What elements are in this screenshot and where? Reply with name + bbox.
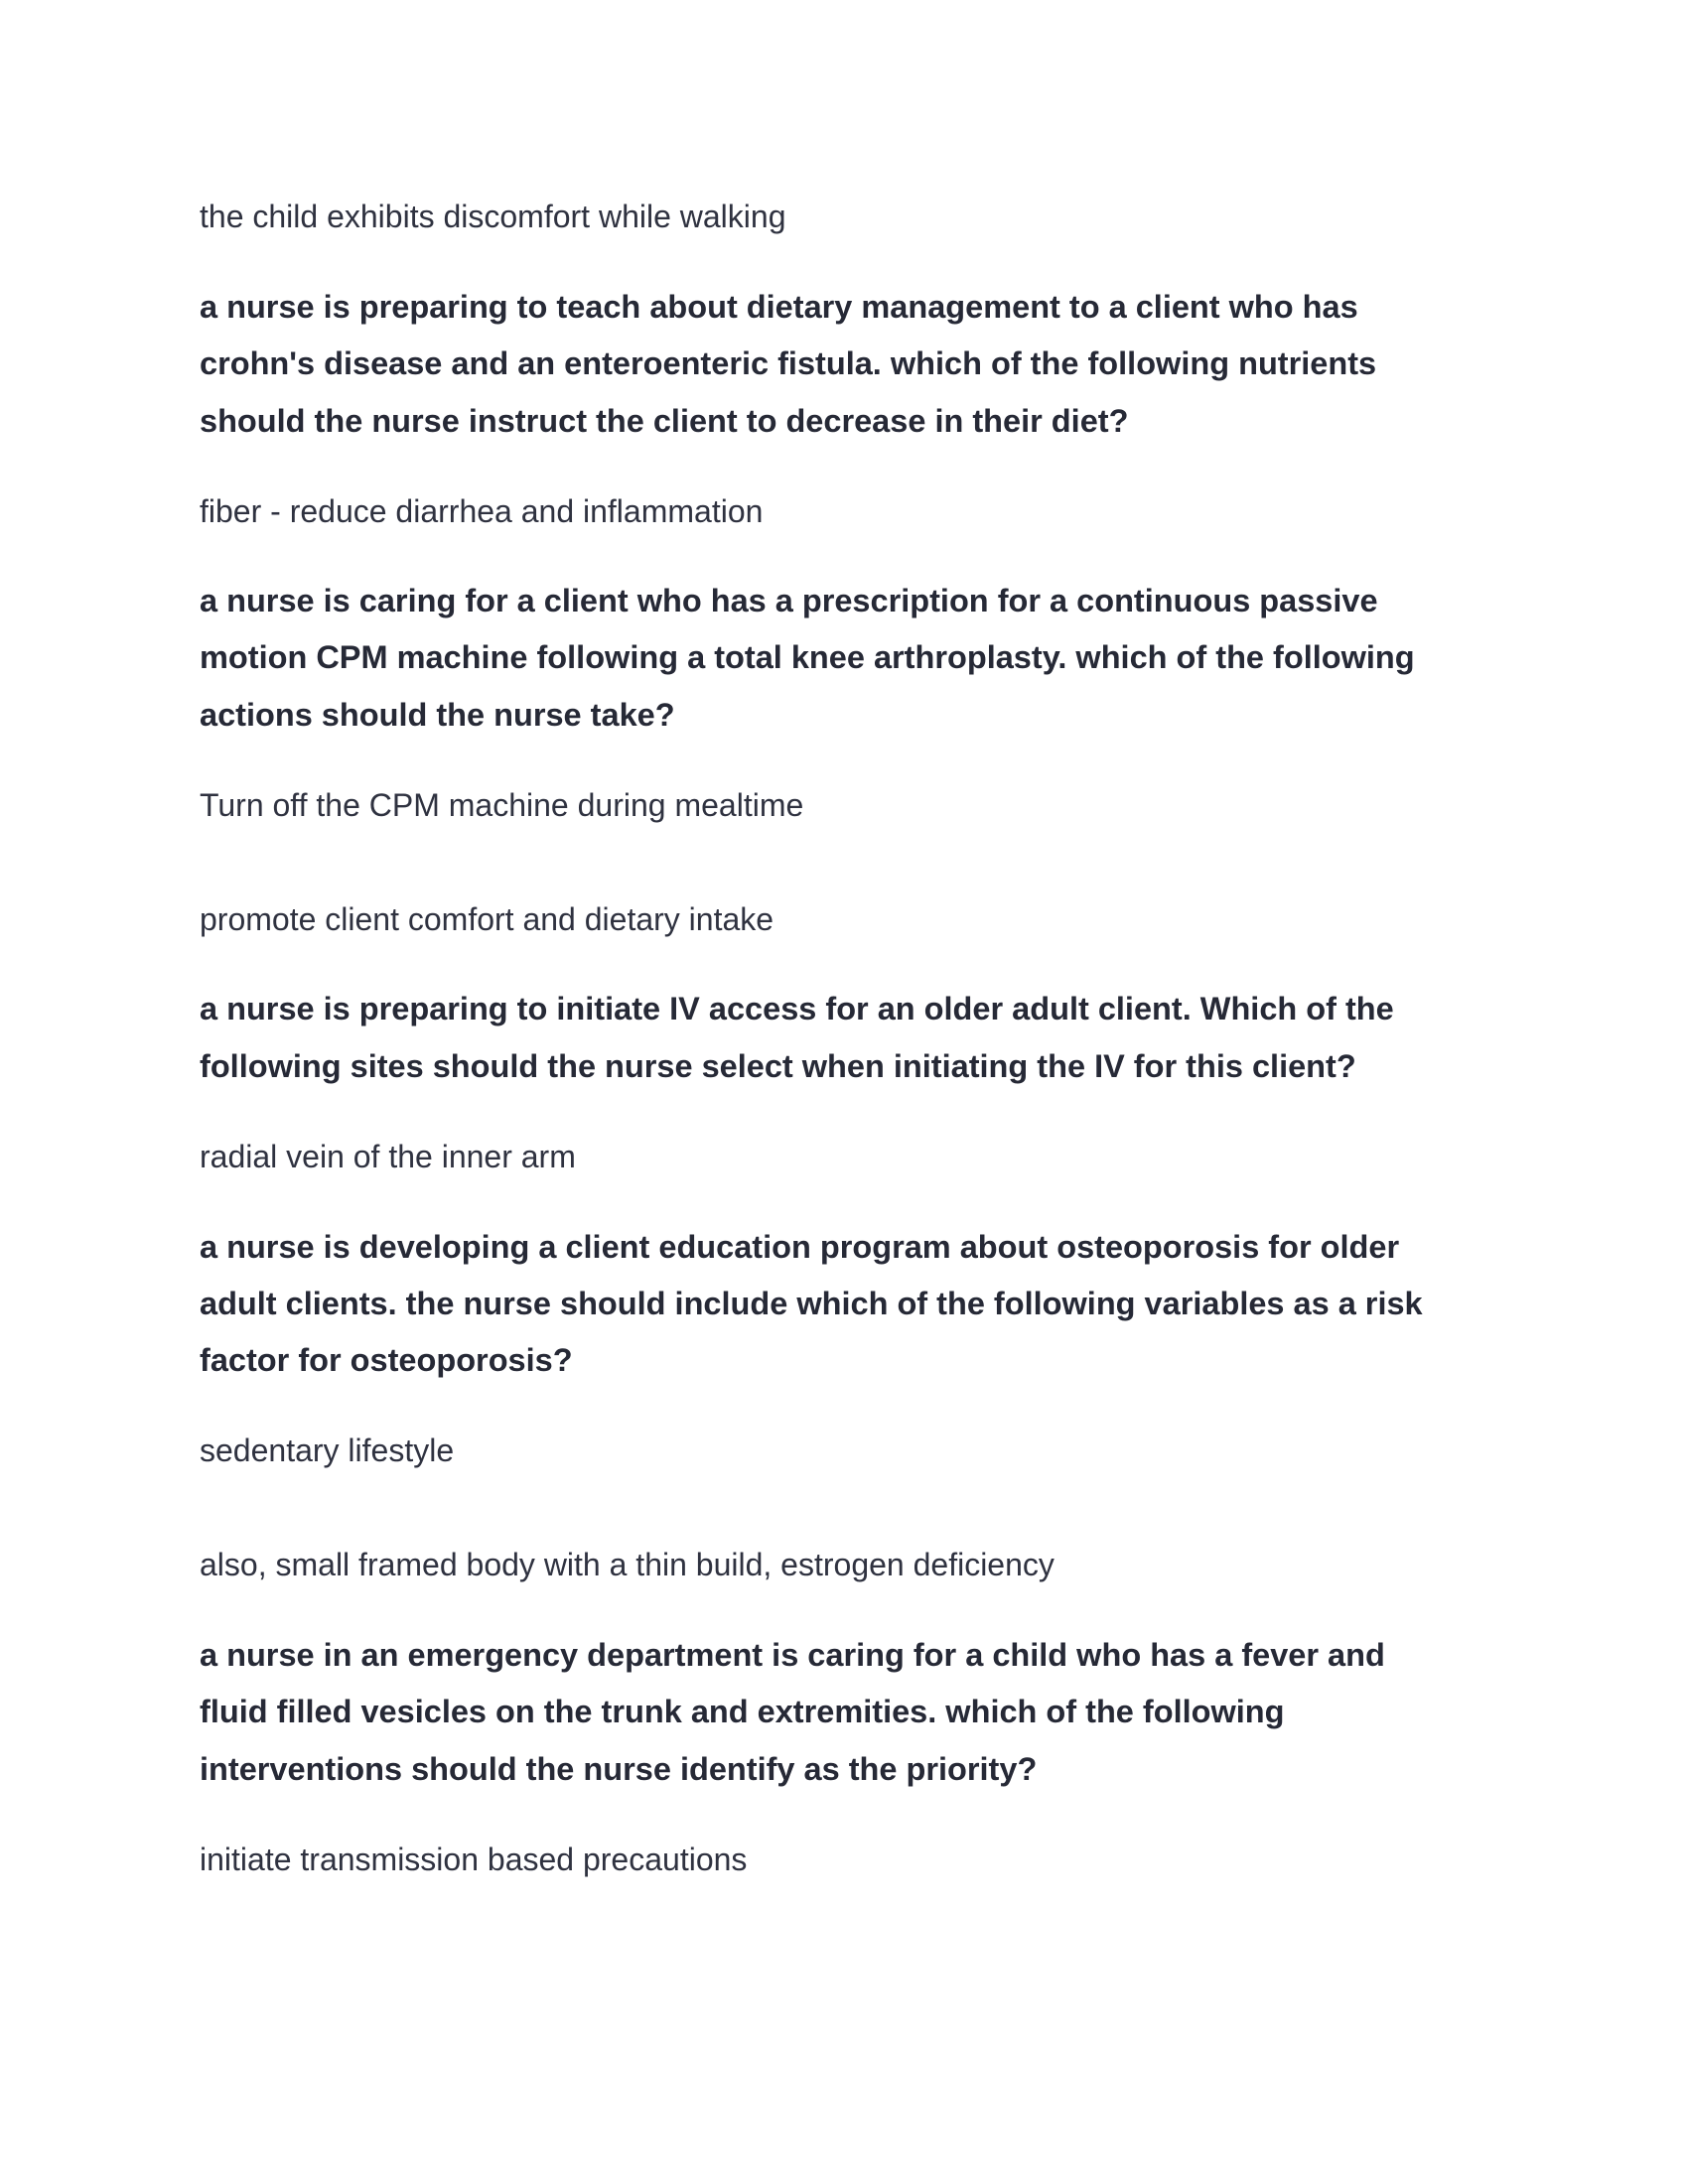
answer-text: Turn off the CPM machine during mealtime (200, 787, 804, 823)
question-text: motion CPM machine following a total knee arthroplasty. which of the following (200, 639, 1415, 675)
question-text: a nurse in an emergency department is caring for a child who has a fever and (200, 1637, 1385, 1673)
answer-text: promote client comfort and dietary intake (200, 901, 774, 937)
question-text: a nurse is developing a client education program about osteoporosis for older (200, 1229, 1400, 1265)
answer-text: radial vein of the inner arm (200, 1139, 576, 1174)
question-text: crohn's disease and an enteroenteric fistula. which of the following nutrients (200, 345, 1377, 381)
answer-text: initiate transmission based precautions (200, 1842, 748, 1877)
question-text: actions should the nurse take? (200, 697, 675, 733)
question-text: adult clients. the nurse should include which of the following variables as a risk (200, 1286, 1423, 1321)
question-text: following sites should the nurse select when initiating the IV for this client? (200, 1048, 1356, 1084)
question-text: a nurse is preparing to initiate IV access for an older adult client. Which of the (200, 991, 1394, 1026)
question-text: factor for osteoporosis? (200, 1342, 573, 1378)
question-text: fluid filled vesicles on the trunk and extremities. which of the following (200, 1694, 1285, 1729)
question-text: interventions should the nurse identify as the priority? (200, 1751, 1038, 1787)
answer-text: also, small framed body with a thin build, estrogen deficiency (200, 1547, 1055, 1582)
answer-text: fiber - reduce diarrhea and inflammation (200, 493, 764, 529)
question-text: a nurse is caring for a client who has a prescription for a continuous passive (200, 583, 1378, 618)
answer-text: the child exhibits discomfort while walking (200, 199, 786, 234)
question-text: a nurse is preparing to teach about dietary management to a client who has (200, 289, 1358, 325)
question-text: should the nurse instruct the client to decrease in their diet? (200, 403, 1129, 439)
answer-text: sedentary lifestyle (200, 1433, 455, 1468)
